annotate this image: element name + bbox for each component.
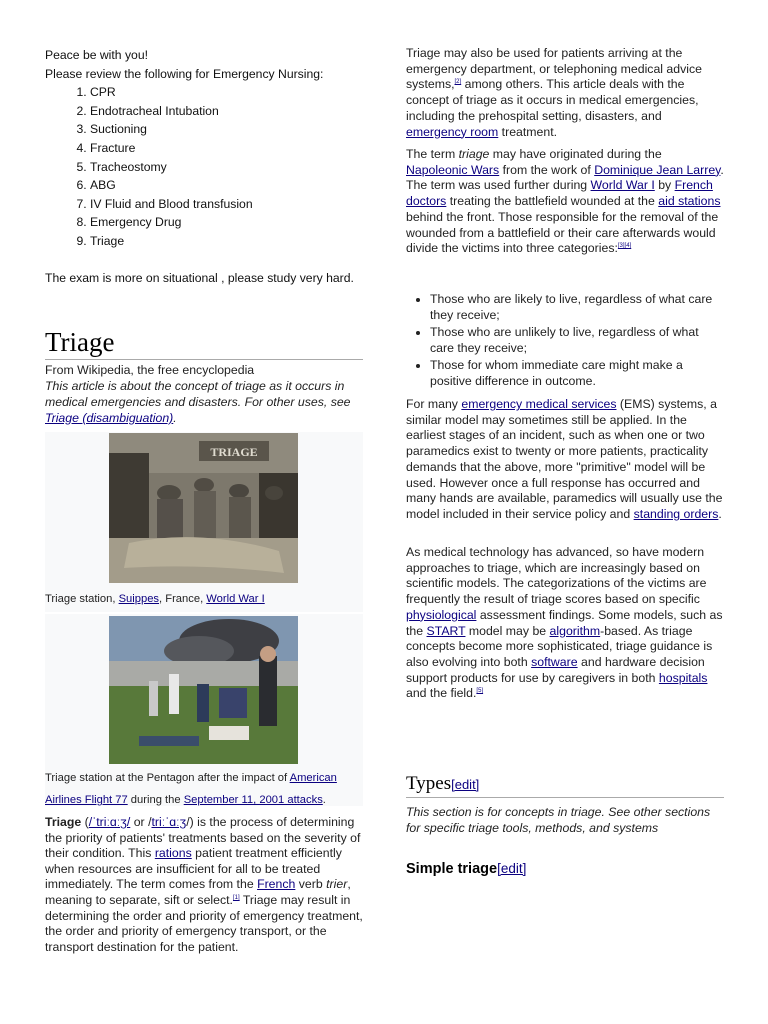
para-text: . (718, 506, 722, 521)
lead-text: patient treatment efficiently when resources are insufficient for all to be treated immediately. The term comes from the (45, 846, 342, 892)
larrey-link[interactable]: Dominique Jean Larrey (594, 162, 721, 177)
world-war-i-link[interactable]: World War I (206, 593, 265, 605)
notice-greeting: Peace be with you! (45, 48, 148, 62)
software-link[interactable]: software (531, 654, 578, 669)
french-doctors-french-link[interactable]: French (674, 178, 713, 193)
physiological-link[interactable]: physiological (406, 607, 477, 622)
aa-flight-77-link[interactable]: American Airlines Flight 77 (45, 772, 337, 806)
aid-stations-link[interactable]: aid stations (658, 194, 721, 209)
para-text: For many (406, 397, 462, 411)
article-title: Triage (45, 326, 363, 360)
para-text: assessment findings. Some models, such as the (406, 607, 723, 638)
para-italic: triage (458, 147, 490, 161)
topic-item: 5. Tracheostomy (90, 158, 363, 177)
lead-italic: trier (326, 877, 348, 892)
algorithm-link[interactable]: algorithm (549, 623, 601, 638)
topic-item: 8. Emergency Drug (90, 213, 363, 232)
topic-item: 1. CPR (90, 83, 363, 102)
para-text: among others. This article deals with the concept of triage as it occurs in medical emergencies, including the prehospital setting, disasters, and (406, 77, 699, 123)
types-edit-link[interactable]: [edit] (451, 777, 480, 792)
figure-pentagon-triage (45, 614, 363, 806)
hospitals-link[interactable]: hospitals (658, 670, 708, 685)
caption-text: , France, (159, 593, 207, 605)
para-text: (EMS) systems, a similar model may sometimes still be applied. In the earliest stages of an incident, such as when one or two paramedics exist to twenty or more patients, practicality demands that the above, more "primitive" model will be used. However once a full response has occurred and many hands are available, paramedics will usually use the model included in their service policy and (406, 397, 723, 521)
article-source: From Wikipedia, the free encyclopedia (45, 363, 255, 377)
pentagon-triage-photo[interactable] (109, 616, 298, 764)
simple-triage-heading (406, 859, 724, 879)
para-text: treating the battlefield wounded at the (446, 194, 659, 209)
figure1-caption (45, 588, 363, 610)
ems-link[interactable]: emergency medical services (461, 397, 617, 411)
para-text: may have originated during the (489, 147, 662, 161)
topic-item: 6. ABG (90, 176, 363, 195)
ref-5-link[interactable]: [5] (476, 688, 484, 695)
para-text: treatment. (498, 124, 558, 139)
para-text: Triage may also be used for patients arriving at the emergency department, or telephoning medical advice systems, (406, 46, 702, 92)
para-text: behind the front. Those responsible for the removal of the wounded from a battlefield or their care afterwards would divide the victims into three categories: (406, 209, 719, 256)
paragraph-origin (406, 147, 724, 257)
wwi-triage-photo[interactable] (109, 433, 298, 583)
para-text: The term (406, 147, 459, 161)
lead-text: verb (295, 877, 327, 892)
ref-2-link[interactable]: [2] (454, 79, 462, 86)
lead-text: ( (81, 815, 89, 829)
lead-paragraph (45, 815, 363, 955)
para-text: by (654, 178, 675, 193)
doctors-link[interactable]: doctors (406, 194, 447, 209)
caption-text: Triage station, (45, 593, 119, 605)
para-text: and hardware decision support products for use by caregivers in both (406, 654, 705, 685)
standing-orders-link[interactable]: standing orders (633, 506, 719, 521)
review-notice (45, 46, 363, 288)
lead-text: /) is the process of determining the priority of patients' treatments based on the severity of their condition. This (45, 815, 361, 861)
rations-link[interactable]: rations (154, 846, 192, 861)
para-text: As medical technology has advanced, so have modern approaches to triage, which are increasingly based on scientific models. The categorizations of the victims are frequently the result of triage scores based on specific (406, 545, 707, 607)
caption-text: Triage station at the Pentagon after the impact of (45, 772, 290, 784)
simple-triage-heading-text: Simple triage (406, 861, 498, 877)
para-text: -based. As triage concepts become more sophisticated, triage guidance is also evolving into both (406, 623, 713, 669)
topic-item: 4. Fracture (90, 139, 363, 158)
ipa-link-1[interactable]: /ˈtriːɑːʒ/ (88, 815, 131, 829)
emergency-room-link[interactable]: emergency room (406, 124, 499, 139)
simple-triage-edit-link[interactable]: [edit] (497, 861, 527, 876)
topic-item: 3. Suctioning (90, 120, 363, 139)
caption-text: . (322, 794, 326, 806)
paragraph-technology (406, 545, 724, 702)
hatnote (45, 378, 363, 426)
figure-wwi-triage (45, 432, 363, 612)
sept-11-attacks-link[interactable]: September 11, 2001 attacks (183, 794, 323, 806)
ref-3-4-link[interactable]: [3][4] (617, 243, 632, 250)
world-war-i-text-link[interactable]: World War I (590, 178, 655, 193)
lead-text: Triage may result in determining the order and priority of emergency treatment, the order and priority of emergency transport, or the transport destination for the patient. (45, 892, 363, 954)
napoleonic-wars-link[interactable]: Napoleonic Wars (406, 162, 500, 177)
paragraph-usage (406, 46, 724, 140)
french-link[interactable]: French (257, 877, 296, 892)
lead-text: , meaning to separate, sift or select. (45, 877, 351, 907)
types-heading (406, 771, 724, 798)
figure2-caption (45, 767, 363, 811)
categories-list (406, 291, 724, 390)
types-note: This section is for concepts in triage. See other sections for specific triage tools, methods, and systems (406, 805, 711, 835)
review-topic-list (45, 83, 363, 250)
exam-note: The exam is more on situational , please study very hard. (45, 270, 354, 285)
list-item: • Those who are likely to live, regardless of what care they receive; (430, 291, 724, 323)
triage-sign-text: TRIAGE (210, 445, 258, 459)
para-text: from the work of (499, 162, 595, 177)
topic-item: 2. Endotracheal Intubation (90, 102, 363, 121)
para-text: . The term was used further during (406, 162, 724, 193)
disambiguation-link[interactable]: Triage (disambiguation) (45, 411, 174, 425)
types-heading-text: Types (406, 773, 452, 794)
notice-intro: Please review the following for Emergency Nursing: (45, 66, 324, 81)
ipa-link-2[interactable]: triːˈɑːʒ (151, 815, 187, 829)
caption-text: during the (127, 794, 184, 806)
list-item: • Those who are unlikely to live, regardless of what care they receive; (430, 324, 724, 356)
topic-item: 9. Triage (90, 232, 363, 251)
start-link[interactable]: START (426, 623, 466, 638)
suippes-link[interactable]: Suippes (118, 593, 160, 605)
para-text: model may be (465, 623, 550, 638)
lead-text: or / (130, 815, 152, 829)
list-item: • Those for whom immediate care might make a positive difference in outcome. (430, 357, 724, 389)
lead-bold-term: Triage (45, 815, 82, 829)
ref-1-link[interactable]: [1] (232, 894, 240, 901)
para-text: and the field. (406, 686, 477, 701)
hatnote-text: This article is about the concept of triage as it occurs in medical emergencies and disasters. For other uses, see (45, 379, 351, 409)
paragraph-ems (406, 397, 724, 523)
topic-item: 7. IV Fluid and Blood transfusion (90, 195, 363, 214)
hatnote-end: . (173, 411, 177, 425)
